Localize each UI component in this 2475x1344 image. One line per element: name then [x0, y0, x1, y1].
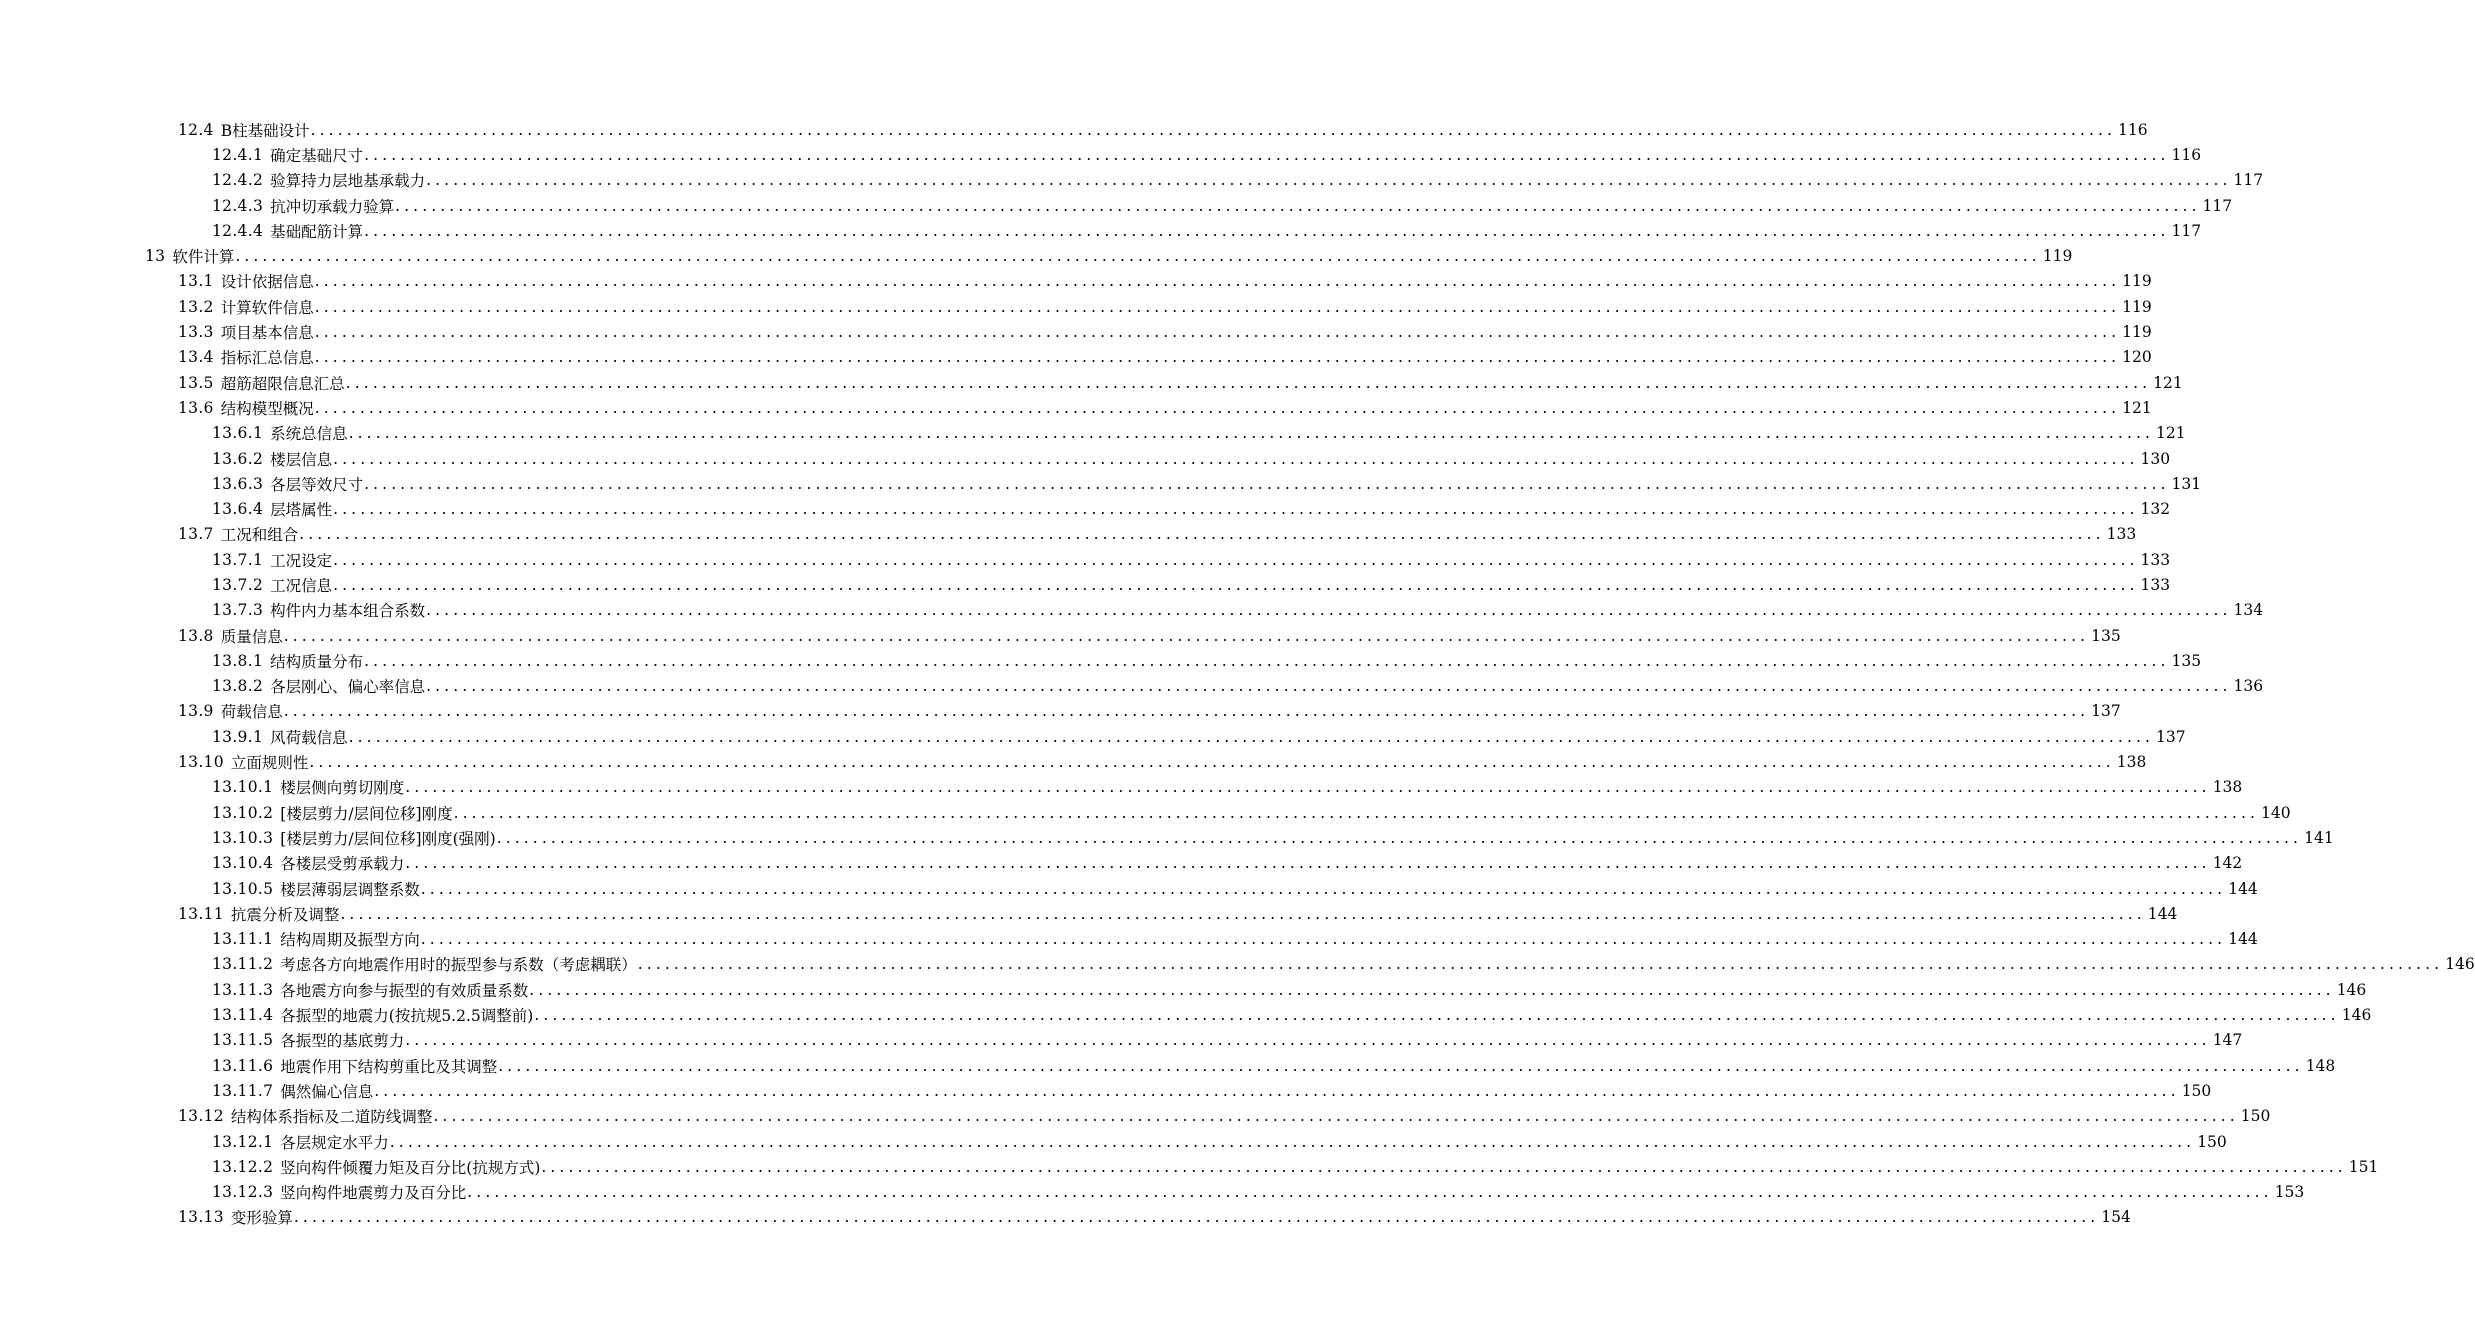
toc-entry-title: B柱基础设计 — [220, 121, 310, 140]
toc-entry-number: 13.12 — [178, 1107, 224, 1126]
toc-entry-number: 13.7.2 — [212, 575, 264, 594]
toc-dot-leader: ........................................................................................................................................................................................................ — [453, 803, 2259, 822]
toc-entry[interactable] — [0, 572, 2171, 597]
toc-entry-number: 13.10.4 — [212, 854, 274, 873]
toc-entry-title: 各振型的地震力(按抗规5.2.5调整前) — [280, 1007, 534, 1026]
toc-entry[interactable] — [0, 977, 2367, 1002]
toc-entry-title: 抗冲切承载力验算 — [270, 197, 395, 216]
toc-dot-leader: ........................................................................................................................................................................................................ — [405, 1031, 2211, 1050]
toc-entry[interactable] — [0, 1028, 2243, 1053]
toc-entry[interactable] — [0, 1078, 2212, 1103]
table-of-contents — [0, 117, 2475, 1230]
toc-entry-page-number: 121 — [2122, 398, 2152, 417]
toc-entry-page-number: 119 — [2122, 272, 2152, 291]
toc-entry[interactable] — [0, 1205, 2131, 1230]
toc-entry-title: [楼层剪力/层间位移]刚度(强刚) — [280, 829, 496, 848]
toc-entry-page-number: 146 — [2341, 1006, 2372, 1025]
toc-entry[interactable] — [0, 851, 2243, 876]
toc-dot-leader: ........................................................................................................................................................................................................ — [345, 373, 2152, 392]
toc-entry-title: 地震作用下结构剪重比及其调整 — [280, 1057, 498, 1076]
toc-entry-title: 工况信息 — [270, 576, 333, 595]
toc-dot-leader: ........................................................................................................................................................................................................ — [348, 727, 2155, 746]
toc-entry-page-number: 153 — [2274, 1183, 2305, 1202]
toc-dot-leader: ........................................................................................................................................................................................................ — [374, 1081, 2180, 1100]
toc-entry-page-number: 121 — [2156, 424, 2186, 443]
toc-entry-number: 13.6.3 — [212, 474, 264, 493]
toc-entry[interactable] — [0, 1179, 2305, 1204]
toc-entry-number: 13.6 — [178, 398, 214, 417]
toc-entry-number: 13.6.1 — [212, 424, 264, 443]
toc-entry[interactable] — [0, 952, 2475, 977]
toc-entry-number: 13.8.1 — [212, 651, 264, 670]
toc-dot-leader: ........................................................................................................................................................................................................ — [283, 702, 2090, 721]
toc-entry-number: 13.6.4 — [212, 500, 264, 519]
toc-entry-title: 楼层薄弱层调整系数 — [280, 880, 420, 899]
toc-entry-title: [楼层剪力/层间位移]刚度 — [280, 804, 453, 823]
toc-entry-page-number: 117 — [2202, 196, 2233, 215]
toc-entry[interactable] — [0, 142, 2202, 167]
toc-entry-title: 结构周期及振型方向 — [280, 931, 420, 950]
toc-entry-page-number: 137 — [2091, 702, 2121, 721]
toc-entry-page-number: 135 — [2171, 651, 2202, 670]
toc-entry[interactable] — [0, 825, 2334, 850]
toc-entry[interactable] — [0, 699, 2121, 724]
toc-entry-number: 13.11.1 — [212, 930, 274, 949]
toc-entry-number: 13.7 — [178, 525, 214, 544]
toc-entry-page-number: 137 — [2156, 727, 2186, 746]
toc-entry[interactable] — [0, 648, 2202, 673]
toc-entry-page-number: 133 — [2140, 575, 2171, 594]
toc-dot-leader: ........................................................................................................................................................................................................ — [364, 651, 2170, 670]
toc-entry-number: 13.11.2 — [212, 955, 274, 974]
toc-entry[interactable] — [0, 243, 2073, 268]
toc-entry-number: 13.2 — [178, 297, 214, 316]
toc-entry-page-number: 150 — [2197, 1132, 2227, 1151]
toc-entry-page-number: 116 — [2118, 120, 2148, 139]
toc-entry-number: 13.10.5 — [212, 879, 274, 898]
toc-entry-title: 层塔属性 — [270, 501, 333, 520]
toc-dot-leader: ........................................................................................................................................................................................................ — [314, 323, 2121, 342]
toc-entry-page-number: 146 — [2445, 955, 2475, 974]
toc-entry-number: 12.4.3 — [212, 196, 264, 215]
toc-dot-leader: ........................................................................................................................................................................................................ — [364, 145, 2170, 164]
toc-entry-page-number: 141 — [2304, 828, 2334, 847]
toc-entry-title: 风荷载信息 — [270, 728, 348, 747]
toc-entry-number: 13.8.2 — [212, 677, 264, 696]
toc-entry[interactable] — [0, 269, 2152, 294]
toc-dot-leader: ........................................................................................................................................................................................................ — [310, 120, 2117, 139]
toc-entry-title: 超筋超限信息汇总 — [220, 374, 345, 393]
toc-entry-title: 基础配筋计算 — [270, 222, 364, 241]
toc-dot-leader: ........................................................................................................................................................................................................ — [405, 778, 2211, 797]
toc-entry-page-number: 144 — [2147, 904, 2178, 923]
toc-entry-title: 各层规定水平力 — [280, 1133, 389, 1152]
toc-entry[interactable] — [0, 395, 2152, 420]
toc-entry-title: 结构模型概况 — [220, 399, 314, 418]
toc-entry[interactable] — [0, 674, 2264, 699]
toc-entry-number: 13.11.5 — [212, 1031, 274, 1050]
toc-dot-leader: ........................................................................................................................................................................................................ — [309, 753, 2115, 772]
toc-entry-page-number: 151 — [2348, 1157, 2379, 1176]
toc-entry-title: 系统总信息 — [270, 425, 348, 444]
toc-entry[interactable] — [0, 901, 2178, 926]
toc-entry[interactable] — [0, 193, 2233, 218]
toc-entry-page-number: 147 — [2212, 1031, 2243, 1050]
toc-entry-title: 考虑各方向地震作用时的振型参与系数（考虑耦联） — [280, 956, 637, 975]
toc-dot-leader: ........................................................................................................................................................................................................ — [395, 196, 2201, 215]
toc-dot-leader: ........................................................................................................................................................................................................ — [293, 1208, 2100, 1227]
toc-entry-title: 工况和组合 — [220, 526, 299, 545]
toc-entry-number: 13.10 — [178, 753, 224, 772]
toc-dot-leader: ........................................................................................................................................................................................................ — [299, 525, 2105, 544]
toc-entry-title: 各层等效尺寸 — [270, 475, 364, 494]
toc-entry[interactable] — [0, 294, 2152, 319]
toc-dot-leader: ........................................................................................................................................................................................................ — [529, 980, 2335, 999]
toc-entry-number: 13.6.2 — [212, 449, 264, 468]
toc-entry-title: 各地震方向参与振型的有效质量系数 — [280, 981, 529, 1000]
toc-entry-page-number: 131 — [2171, 474, 2202, 493]
toc-entry[interactable] — [0, 775, 2243, 800]
toc-entry-number: 13.7.1 — [212, 550, 264, 569]
toc-entry-title: 抗震分析及调整 — [230, 905, 340, 924]
toc-dot-leader: ........................................................................................................................................................................................................ — [541, 1157, 2347, 1176]
toc-entry-page-number: 117 — [2233, 171, 2264, 190]
toc-dot-leader: ........................................................................................................................................................................................................ — [496, 828, 2303, 847]
toc-entry-title: 指标汇总信息 — [220, 349, 314, 368]
toc-entry-page-number: 140 — [2261, 803, 2291, 822]
toc-dot-leader: ........................................................................................................................................................................................................ — [637, 955, 2444, 974]
toc-entry-number: 13.10.1 — [212, 778, 274, 797]
toc-entry-title: 楼层侧向剪切刚度 — [280, 779, 405, 798]
toc-entry-title: 各振型的基底剪力 — [280, 1032, 405, 1051]
toc-entry[interactable] — [0, 1129, 2227, 1154]
toc-dot-leader: ........................................................................................................................................................................................................ — [426, 601, 2232, 620]
toc-entry[interactable] — [0, 496, 2171, 521]
toc-dot-leader: ........................................................................................................................................................................................................ — [389, 1132, 2196, 1151]
toc-entry-title: 各层刚心、偏心率信息 — [270, 678, 426, 697]
toc-entry-page-number: 148 — [2305, 1056, 2336, 1075]
toc-dot-leader: ........................................................................................................................................................................................................ — [420, 930, 2227, 949]
toc-dot-leader: ........................................................................................................................................................................................................ — [405, 854, 2211, 873]
toc-entry[interactable] — [0, 598, 2264, 623]
toc-entry-page-number: 133 — [2106, 525, 2137, 544]
toc-dot-leader: ........................................................................................................................................................................................................ — [420, 879, 2227, 898]
toc-entry-number: 13.12.3 — [212, 1183, 274, 1202]
toc-entry[interactable] — [0, 218, 2202, 243]
toc-entry[interactable] — [0, 724, 2186, 749]
toc-entry-title: 各楼层受剪承载力 — [280, 855, 405, 874]
toc-entry-number: 12.4.4 — [212, 221, 264, 240]
toc-entry-page-number: 119 — [2042, 247, 2073, 266]
toc-entry[interactable] — [0, 1002, 2372, 1027]
toc-entry[interactable] — [0, 471, 2202, 496]
toc-entry-number: 12.4 — [178, 120, 214, 139]
toc-entry-title: 工况设定 — [270, 551, 333, 570]
toc-entry[interactable] — [0, 623, 2121, 648]
toc-entry-number: 13 — [145, 247, 166, 266]
toc-entry-number: 13.4 — [178, 348, 214, 367]
toc-entry-page-number: 150 — [2181, 1081, 2212, 1100]
toc-dot-leader: ........................................................................................................................................................................................................ — [467, 1183, 2273, 1202]
toc-entry-page-number: 136 — [2233, 677, 2264, 696]
toc-entry-title: 构件内力基本组合系数 — [270, 602, 426, 621]
toc-dot-leader: ........................................................................................................................................................................................................ — [340, 904, 2146, 923]
toc-dot-leader: ........................................................................................................................................................................................................ — [364, 221, 2170, 240]
toc-entry-number: 12.4.1 — [212, 145, 264, 164]
toc-entry-page-number: 134 — [2233, 601, 2264, 620]
toc-entry[interactable] — [0, 117, 2148, 142]
toc-entry-page-number: 138 — [2212, 778, 2243, 797]
toc-dot-leader: ........................................................................................................................................................................................................ — [333, 449, 2139, 468]
toc-entry-page-number: 142 — [2212, 854, 2243, 873]
toc-entry-page-number: 150 — [2240, 1107, 2271, 1126]
toc-dot-leader: ........................................................................................................................................................................................................ — [426, 171, 2232, 190]
toc-entry-page-number: 119 — [2122, 297, 2152, 316]
toc-entry-title: 结构体系指标及二道防线调整 — [230, 1108, 433, 1127]
toc-entry-number: 13.10.2 — [212, 803, 274, 822]
toc-entry-title: 立面规则性 — [230, 754, 309, 773]
toc-entry[interactable] — [0, 800, 2291, 825]
toc-entry[interactable] — [0, 522, 2137, 547]
toc-entry[interactable] — [0, 319, 2152, 344]
toc-dot-leader: ........................................................................................................................................................................................................ — [235, 247, 2041, 266]
toc-entry-page-number: 138 — [2116, 753, 2147, 772]
toc-dot-leader: ........................................................................................................................................................................................................ — [333, 550, 2139, 569]
toc-entry-title: 竖向构件地震剪力及百分比 — [280, 1184, 467, 1203]
toc-entry[interactable] — [0, 1154, 2379, 1179]
toc-entry-number: 13.13 — [178, 1208, 224, 1227]
toc-entry-number: 13.3 — [178, 323, 214, 342]
toc-entry-page-number: 120 — [2122, 348, 2152, 367]
toc-entry-number: 13.9.1 — [212, 727, 264, 746]
toc-entry-number: 13.11.4 — [212, 1006, 274, 1025]
toc-dot-leader: ........................................................................................................................................................................................................ — [314, 398, 2121, 417]
toc-entry-title: 设计依据信息 — [220, 273, 314, 292]
toc-entry-number: 13.5 — [178, 373, 214, 392]
toc-entry-number: 13.11 — [178, 904, 224, 923]
toc-dot-leader: ........................................................................................................................................................................................................ — [534, 1006, 2340, 1025]
toc-entry-number: 13.10.3 — [212, 828, 274, 847]
toc-dot-leader: ........................................................................................................................................................................................................ — [333, 575, 2139, 594]
toc-entry[interactable] — [0, 345, 2152, 370]
toc-dot-leader: ........................................................................................................................................................................................................ — [426, 677, 2232, 696]
toc-entry-title: 结构质量分布 — [270, 652, 364, 671]
toc-dot-leader: ........................................................................................................................................................................................................ — [283, 626, 2090, 645]
toc-entry-page-number: 119 — [2122, 323, 2152, 342]
toc-dot-leader: ........................................................................................................................................................................................................ — [333, 500, 2139, 519]
toc-entry[interactable] — [0, 446, 2171, 471]
toc-entry[interactable] — [0, 1053, 2336, 1078]
toc-entry-title: 确定基础尺寸 — [270, 146, 364, 165]
toc-entry-number: 13.11.6 — [212, 1056, 274, 1075]
toc-entry-number: 13.1 — [178, 272, 214, 291]
toc-entry-title: 楼层信息 — [270, 450, 333, 469]
toc-entry-title: 软件计算 — [172, 248, 235, 267]
toc-entry-title: 计算软件信息 — [220, 298, 314, 317]
toc-dot-leader: ........................................................................................................................................................................................................ — [348, 424, 2155, 443]
toc-entry[interactable] — [0, 421, 2186, 446]
toc-dot-leader: ........................................................................................................................................................................................................ — [364, 474, 2170, 493]
toc-entry-page-number: 135 — [2091, 626, 2121, 645]
toc-entry-title: 项目基本信息 — [220, 324, 314, 343]
toc-entry-number: 13.7.3 — [212, 601, 264, 620]
toc-entry[interactable] — [0, 168, 2264, 193]
toc-entry-number: 13.9 — [178, 702, 214, 721]
toc-dot-leader: ........................................................................................................................................................................................................ — [433, 1107, 2239, 1126]
toc-entry-number: 13.8 — [178, 626, 214, 645]
toc-entry-number: 13.11.3 — [212, 980, 274, 999]
toc-entry-title: 偶然偏心信息 — [280, 1082, 374, 1101]
toc-entry-title: 荷载信息 — [220, 703, 283, 722]
toc-entry-number: 13.11.7 — [212, 1081, 274, 1100]
toc-entry[interactable] — [0, 370, 2183, 395]
toc-entry-page-number: 133 — [2140, 550, 2171, 569]
toc-entry-title: 竖向构件倾覆力矩及百分比(抗规方式) — [280, 1158, 541, 1177]
toc-entry-page-number: 121 — [2153, 373, 2183, 392]
toc-entry-page-number: 154 — [2101, 1208, 2131, 1227]
toc-entry-number: 12.4.2 — [212, 171, 264, 190]
toc-entry-page-number: 144 — [2228, 930, 2258, 949]
toc-entry-title: 质量信息 — [220, 627, 283, 646]
toc-entry-title: 变形验算 — [230, 1209, 293, 1228]
toc-dot-leader: ........................................................................................................................................................................................................ — [314, 297, 2121, 316]
toc-entry-title: 验算持力层地基承载力 — [270, 172, 426, 191]
toc-entry[interactable] — [0, 547, 2171, 572]
toc-entry-page-number: 130 — [2140, 449, 2171, 468]
toc-entry-page-number: 116 — [2171, 145, 2202, 164]
toc-entry[interactable] — [0, 1104, 2271, 1129]
toc-entry-number: 13.12.2 — [212, 1157, 274, 1176]
toc-entry-page-number: 146 — [2336, 980, 2367, 999]
toc-dot-leader: ........................................................................................................................................................................................................ — [498, 1056, 2304, 1075]
toc-entry-page-number: 144 — [2228, 879, 2258, 898]
toc-entry-page-number: 132 — [2140, 500, 2171, 519]
toc-entry[interactable] — [0, 876, 2258, 901]
toc-entry[interactable] — [0, 927, 2258, 952]
toc-entry[interactable] — [0, 749, 2147, 774]
toc-entry-page-number: 117 — [2171, 221, 2202, 240]
toc-entry-number: 13.12.1 — [212, 1132, 274, 1151]
toc-dot-leader: ........................................................................................................................................................................................................ — [314, 348, 2121, 367]
toc-dot-leader: ........................................................................................................................................................................................................ — [314, 272, 2121, 291]
